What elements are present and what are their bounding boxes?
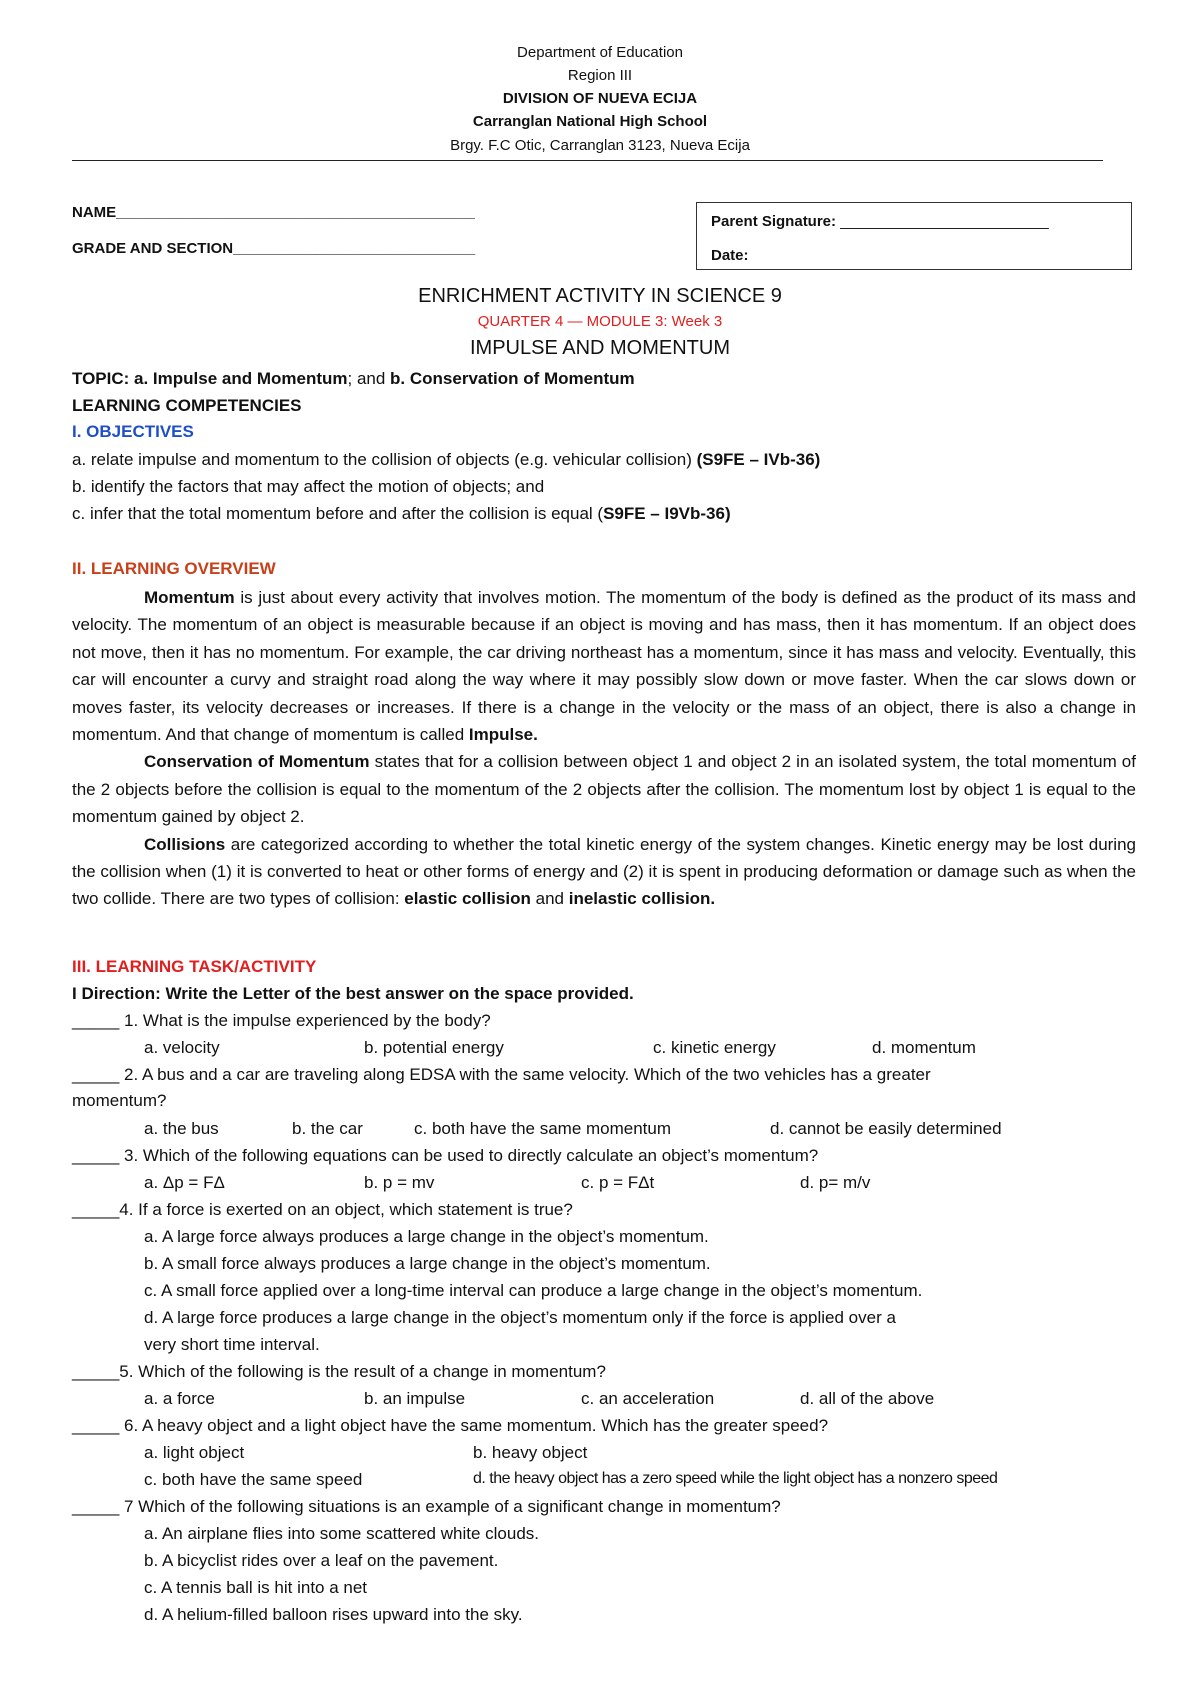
quarter-module-label: QUARTER 4 — MODULE 3: Week 3 — [477, 313, 723, 330]
grade-section-line: _____________________________ — [233, 240, 476, 257]
q3-option-b: b. p = mv — [364, 1173, 435, 1192]
conservation-definition: states that for a collision between object 1 and object 2 in an isolated system, the total momentum of the 2 objects before the collision is equal to the momentum of the 2 objects after the collision. The momentum lost by object 1 is equal to the momentum gained by object 2. — [72, 752, 1136, 827]
learning-competencies-heading: LEARNING COMPETENCIES — [72, 396, 302, 415]
topic-b: b. Conservation of Momentum — [390, 369, 635, 388]
parent-signature-label: Parent Signature: — [711, 213, 837, 230]
overview-paragraph-collisions — [72, 831, 1136, 913]
q7-option-c: c. A tennis ball is hit into a net — [144, 1578, 368, 1597]
q1-option-c: c. kinetic energy — [653, 1038, 776, 1057]
q5-option-b: b. an impulse — [364, 1389, 466, 1408]
q3-option-d: d. p= m/v — [800, 1173, 871, 1192]
question-5[interactable]: _____5. Which of the following is the result of a change in momentum? — [72, 1362, 606, 1381]
objective-a-code: (S9FE – IVb-36) — [696, 450, 821, 469]
name-label: NAME — [72, 204, 117, 221]
q1-option-a: a. velocity — [144, 1038, 220, 1057]
term-momentum: Momentum — [144, 588, 235, 607]
q4-option-b: b. A small force always produces a large change in the object’s momentum. — [144, 1254, 711, 1273]
header-divider — [72, 160, 1103, 161]
overview-paragraph-conservation — [72, 748, 1136, 830]
term-conservation: Conservation of Momentum — [144, 752, 370, 772]
school-address: Brgy. F.C Otic, Carranglan 3123, Nueva Ecija — [450, 137, 750, 154]
q3-option-a: a. Δp = FΔ — [144, 1173, 225, 1192]
collisions-definition: are categorized according to whether the total kinetic energy of the system changes. Kinetic energy may be lost during the collision when (1) it is converted to heat or other forms of energy and (2) it is spent in producing deformation or damage such as when the two collide. There are two types of collision: — [72, 834, 1136, 909]
q5-option-a: a. a force — [144, 1389, 215, 1408]
date-label[interactable]: Date: — [711, 247, 749, 264]
parent-signature-box — [696, 202, 1132, 270]
overview-text — [72, 584, 1136, 913]
q4-option-d-cont: very short time interval. — [144, 1335, 320, 1354]
question-3[interactable]: _____ 3. Which of the following equations can be used to directly calculate an object’s momentum? — [72, 1146, 819, 1165]
overview-paragraph-momentum — [72, 584, 1136, 748]
learning-overview-heading: II. LEARNING OVERVIEW — [72, 559, 276, 578]
q6-option-a: a. light object — [144, 1443, 245, 1462]
direction-text: I Direction: Write the Letter of the best answer on the space provided. — [72, 984, 634, 1003]
term-collisions: Collisions — [144, 834, 226, 854]
q2-option-a: a. the bus — [144, 1119, 219, 1138]
topic-a: TOPIC: a. Impulse and Momentum — [72, 369, 348, 388]
activity-title: ENRICHMENT ACTIVITY IN SCIENCE 9 — [418, 285, 782, 307]
topic-line — [72, 369, 635, 389]
collisions-and: and — [530, 889, 569, 909]
objective-c-code: S9FE – I9Vb-36) — [603, 504, 731, 523]
learning-task-heading: III. LEARNING TASK/ACTIVITY — [72, 957, 317, 976]
parent-signature-field[interactable] — [711, 213, 1049, 230]
question-1[interactable]: _____ 1. What is the impulse experienced by the body? — [72, 1011, 491, 1030]
q7-option-a: a. An airplane flies into some scattered white clouds. — [144, 1524, 539, 1543]
q6-option-d: d. the heavy object has a zero speed while the light object has a nonzero speed — [473, 1470, 998, 1487]
q5-option-c: c. an acceleration — [581, 1389, 715, 1408]
q2-option-d: d. cannot be easily determined — [770, 1119, 1002, 1138]
term-impulse: Impulse. — [468, 725, 538, 745]
q2-option-c: c. both have the same momentum — [414, 1119, 672, 1138]
q5-option-d: d. all of the above — [800, 1389, 935, 1408]
term-elastic: elastic collision — [404, 889, 531, 909]
objective-c-text: c. infer that the total momentum before and after the collision is equal ( — [72, 504, 604, 523]
department-label: Department of Education — [517, 44, 683, 61]
q6-option-c: c. both have the same speed — [144, 1470, 363, 1489]
q1-option-d: d. momentum — [872, 1038, 976, 1057]
question-7[interactable]: _____ 7 Which of the following situations is an example of a significant change in momentum? — [72, 1497, 781, 1516]
q3-option-c: c. p = FΔt — [581, 1173, 655, 1192]
division-label: DIVISION OF NUEVA ECIJA — [502, 90, 698, 107]
q1-option-b: b. potential energy — [364, 1038, 504, 1057]
q4-option-d: d. A large force produces a large change in the object’s momentum only if the force is applied over a — [144, 1308, 896, 1327]
grade-section-field[interactable] — [72, 240, 475, 257]
question-4[interactable]: _____4. If a force is exerted on an object, which statement is true? — [72, 1200, 573, 1219]
objective-c — [72, 504, 731, 524]
parent-signature-line: _________________________ — [840, 213, 1049, 230]
school-name: Carranglan National High School — [472, 113, 708, 130]
momentum-definition: is just about every activity that involves motion. The momentum of the body is defined as the product of its mass and velocity. The momentum of an object is measurable because if an object is moving and has mass, then it has momentum. If an object does not move, then it has no momentum. For example, the car driving northeast has a momentum, since it has mass and velocity. Eventually, this car will encounter a curvy and straight road along the way where it may possibly slow down or move faster. When the car slows down or moves faster, its velocity decreases or increases. If there is a change in the velocity or the mass of an object, there is also a change in momentum. And that change of momentum is called — [72, 588, 1136, 745]
name-field[interactable] — [72, 204, 475, 221]
objective-a-text: a. relate impulse and momentum to the collision of objects (e.g. vehicular collision) — [72, 450, 697, 469]
question-2[interactable]: _____ 2. A bus and a car are traveling along EDSA with the same velocity. Which of the two vehicles has a greater — [72, 1065, 931, 1084]
objective-a — [72, 450, 820, 470]
topic-title: IMPULSE AND MOMENTUM — [469, 337, 731, 359]
term-inelastic: inelastic collision. — [568, 889, 716, 909]
objectives-heading: I. OBJECTIVES — [72, 422, 194, 441]
question-2-cont: momentum? — [72, 1091, 167, 1110]
topic-and: ; and — [347, 369, 391, 388]
q4-option-c: c. A small force applied over a long-time interval can produce a large change in the object’s momentum. — [144, 1281, 923, 1300]
objective-b: b. identify the factors that may affect the motion of objects; and — [72, 477, 545, 496]
question-6[interactable]: _____ 6. A heavy object and a light object have the same momentum. Which has the greater speed? — [72, 1416, 829, 1435]
name-line: ___________________________________________ — [116, 204, 475, 221]
q7-option-d: d. A helium-filled balloon rises upward into the sky. — [144, 1605, 523, 1624]
q7-option-b: b. A bicyclist rides over a leaf on the pavement. — [144, 1551, 499, 1570]
region-label: Region III — [567, 67, 633, 84]
grade-section-label: GRADE AND SECTION — [72, 240, 234, 257]
q2-option-b: b. the car — [292, 1119, 363, 1138]
q6-option-b: b. heavy object — [473, 1443, 588, 1462]
q4-option-a: a. A large force always produces a large change in the object’s momentum. — [144, 1227, 709, 1246]
